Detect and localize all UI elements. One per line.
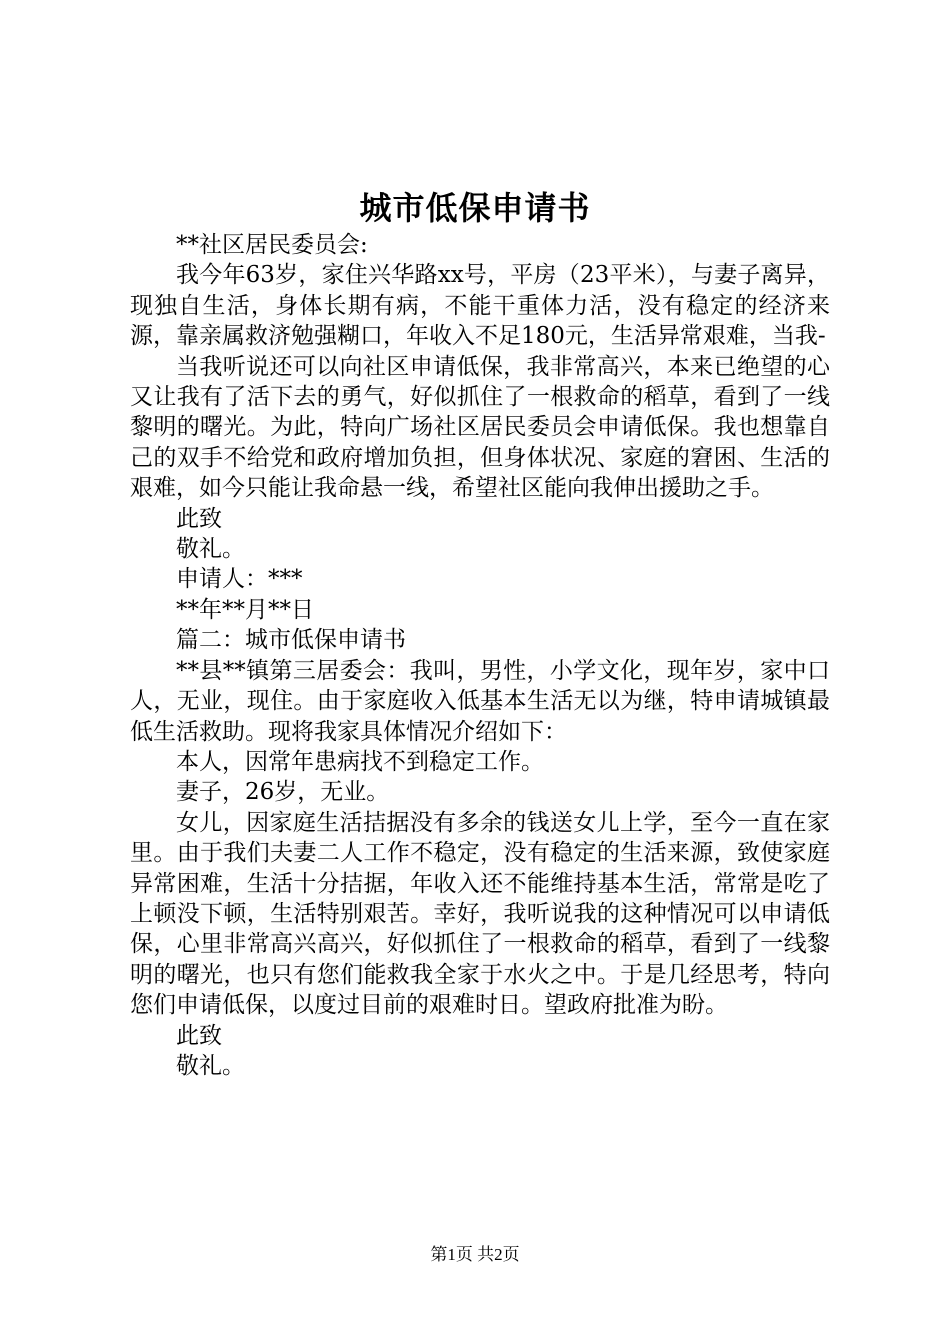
section-heading-part-two: 篇二：城市低保申请书	[176, 627, 406, 654]
document-title: 城市低保申请书	[359, 189, 591, 227]
paragraph-wife: 妻子，26岁，无业。	[176, 779, 390, 806]
closing-cizhi-2: 此致	[176, 1022, 222, 1049]
paragraph-request: 当我听说还可以向社区申请低保，我非常高兴，本来已绝望的心又让我有了活下去的勇气，好似抓住了一根救命的稻草，看到了一线黎明的曙光。为此，特向广场社区居民委员会申请低保。我也想靠自己的双手不给党和政府增加负担，但身体状况、家庭的窘困、生活的艰难，如今只能让我命悬一线，希望社区能向我伸出援助之手。	[130, 353, 830, 502]
closing-jingli: 敬礼。	[176, 536, 245, 563]
document-body	[130, 230, 830, 1081]
paragraph-personal-situation: 我今年63岁，家住兴华路xx号，平房（23平米），与妻子离异，现独自生活，身体长期有病，不能干重体力活，没有稳定的经济来源，靠亲属救济勉强糊口，年收入不足180元，生活异常艰难，当我-	[130, 262, 830, 350]
salutation: **社区居民委员会:	[176, 232, 368, 258]
paragraph-daughter: 女儿，因家庭生活拮据没有多余的钱送女儿上学，至今一直在家里。由于我们夫妻二人工作不稳定，没有稳定的生活来源，致使家庭异常困难，生活十分拮据，年收入还不能维持基本生活，常常是吃了上顿没下顿，生活特别艰苦。幸好，我听说我的这种情况可以申请低保，心里非常高兴高兴，好似抓住了一根救命的稻草，看到了一线黎明的曙光，也只有您们能救我全家于水火之中。于是几经思考，特向您们申请低保，以度过目前的艰难时日。望政府批准为盼。	[130, 809, 830, 1019]
closing-jingli-2: 敬礼。	[176, 1052, 245, 1079]
paragraph-part-two-intro: **县**镇第三居委会：我叫，男性，小学文化，现年岁，家中口人，无业，现住。由于家庭收入低基本生活无以为继，特申请城镇最低生活救助。现将我家具体情况介绍如下：	[130, 657, 830, 745]
page-footer: 第1页 共2页	[430, 1245, 520, 1264]
closing-cizhi: 此致	[176, 505, 222, 532]
paragraph-self: 本人，因常年患病找不到稳定工作。	[176, 748, 544, 775]
application-date: **年**月**日	[176, 596, 314, 623]
applicant-signature: 申请人：***	[176, 566, 303, 593]
